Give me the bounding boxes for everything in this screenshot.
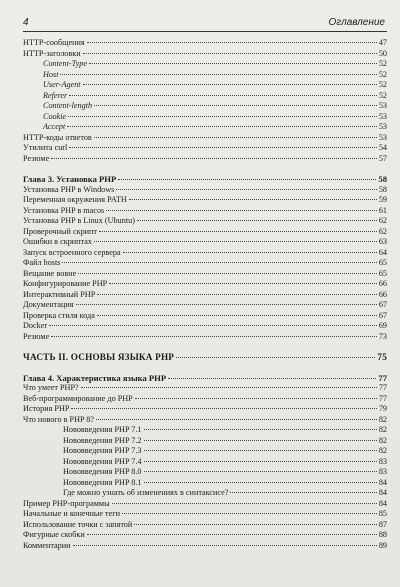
- toc-entry-title: Нововведения PHP 7.3: [63, 446, 142, 455]
- toc-entry-title: Файл hosts: [23, 258, 61, 267]
- dot-leader: [76, 304, 377, 305]
- toc-entry[interactable]: [23, 300, 387, 311]
- toc-entry-title: Переменная окружения PATH: [23, 195, 127, 204]
- toc-entry[interactable]: [23, 70, 387, 81]
- toc-entry-title: Content-Type: [43, 59, 87, 68]
- toc-entry-page: 66: [378, 289, 387, 299]
- toc-entry[interactable]: [23, 467, 387, 478]
- dot-leader: [87, 534, 377, 535]
- toc-entry-title: HTTP-заголовки: [23, 48, 81, 58]
- dot-leader: [144, 450, 377, 451]
- toc-entry-page: 82: [378, 446, 387, 455]
- toc-entry-title: Утилита curl: [23, 143, 68, 152]
- dot-leader: [87, 42, 377, 43]
- toc-entry-page: 65: [378, 268, 387, 278]
- toc-entry-title: Фигурные скобки: [23, 530, 85, 539]
- dot-leader: [230, 492, 376, 493]
- toc-entry-page: 89: [378, 540, 387, 550]
- toc-entry[interactable]: [23, 185, 387, 196]
- toc-entry[interactable]: [23, 206, 387, 217]
- dot-leader: [129, 199, 377, 200]
- toc-entry-page: 62: [378, 216, 387, 225]
- toc-spacer: [23, 363, 387, 373]
- dot-leader: [83, 84, 377, 85]
- dot-leader: [106, 210, 377, 211]
- toc-entry-title: Веб-программирование до PHP: [23, 393, 133, 403]
- toc-entry[interactable]: [23, 49, 387, 60]
- toc-entry-page: 67: [378, 310, 387, 320]
- toc-entry[interactable]: [23, 425, 387, 436]
- toc-entry-page: 58: [378, 174, 387, 184]
- toc-entry-page: 50: [378, 48, 387, 58]
- toc-entry-title: Проверка стиля кода: [23, 310, 95, 320]
- toc-entry-title: Где можно узнать об изменениях в синтаксисе?: [63, 488, 229, 497]
- toc-entry-page: 77: [378, 393, 387, 403]
- toc-entry[interactable]: [23, 112, 387, 123]
- toc-entry-title: Установка PHP в Linux (Ubuntu): [23, 216, 135, 225]
- toc-entry-page: 53: [378, 132, 387, 142]
- toc-entry-page: 73: [378, 331, 387, 341]
- toc-entry[interactable]: [23, 216, 387, 227]
- toc-entry-title: Что нового в PHP 8?: [23, 414, 95, 424]
- toc-entry-title: Ошибки в скриптах: [23, 237, 92, 246]
- toc-entry[interactable]: [23, 237, 387, 248]
- toc-entry-title: HTTP-сообщения: [23, 38, 85, 47]
- toc-entry-title: Глава 4. Характеристика языка PHP: [23, 372, 167, 383]
- toc-entry-page: 52: [378, 90, 387, 100]
- dot-leader: [89, 63, 377, 64]
- toc-entry[interactable]: [23, 258, 387, 269]
- toc-entry-title: Глава 3. Установка PHP: [23, 174, 117, 184]
- toc-entry[interactable]: [23, 404, 387, 415]
- toc-entry-title: Нововведения PHP 7.4: [63, 456, 142, 466]
- toc-entry[interactable]: [23, 488, 387, 499]
- page-number: 4: [23, 17, 29, 28]
- toc-entry[interactable]: [23, 101, 387, 112]
- toc-entry-page: 64: [378, 247, 387, 257]
- dot-leader: [109, 283, 377, 284]
- toc-entry-title: Нововведения PHP 7.2: [63, 435, 142, 445]
- toc-entry-page: 62: [378, 226, 387, 236]
- toc-entry-page: 53: [378, 101, 387, 110]
- toc-entry-title: User-Agent: [43, 80, 81, 89]
- toc-entry-title: Вещание вовне: [23, 268, 77, 278]
- toc-entry[interactable]: [23, 436, 387, 447]
- toc-entry[interactable]: [23, 59, 387, 70]
- toc-entry[interactable]: [23, 38, 387, 49]
- dot-leader: [71, 408, 376, 409]
- toc-entry[interactable]: [23, 446, 387, 457]
- toc-entry-title: Host: [43, 69, 59, 79]
- toc-entry[interactable]: [23, 332, 387, 343]
- toc-entry-title: Нововведения PHP 8.1: [63, 477, 142, 487]
- dot-leader: [144, 471, 377, 472]
- toc-entry-title: Комментарии: [23, 540, 71, 550]
- toc-entry-title: Документация: [23, 300, 74, 309]
- dot-leader: [99, 231, 377, 232]
- toc-entry-page: 52: [378, 69, 387, 79]
- toc-entry-page: 52: [378, 80, 387, 89]
- dot-leader: [68, 116, 377, 117]
- dot-leader: [122, 513, 377, 514]
- toc-entry-title: Начальные и конечные теги: [23, 509, 120, 518]
- toc-entry-page: 54: [378, 143, 387, 152]
- dot-leader: [96, 419, 377, 420]
- dot-leader: [144, 429, 377, 430]
- running-title: Оглавление: [328, 17, 385, 28]
- toc-entry-title: Content-length: [43, 101, 93, 110]
- dot-leader: [137, 220, 377, 221]
- toc-entry[interactable]: [23, 154, 387, 165]
- dot-leader: [112, 503, 377, 504]
- toc-entry-title: Резюме: [23, 153, 50, 163]
- toc-entry-page: 77: [378, 383, 387, 392]
- toc-entry[interactable]: [23, 541, 387, 552]
- toc-entry[interactable]: [23, 248, 387, 259]
- toc-entry-page: 84: [378, 488, 387, 497]
- toc-entry[interactable]: [23, 321, 387, 332]
- toc-entry-page: 75: [377, 352, 387, 362]
- toc-entry[interactable]: [23, 143, 387, 154]
- toc-part[interactable]: [23, 352, 387, 363]
- toc-entry-page: 77: [378, 372, 387, 383]
- dot-leader: [123, 252, 377, 253]
- toc-entry-title: Нововведения PHP 8.0: [63, 467, 142, 476]
- toc-entry[interactable]: [23, 499, 387, 510]
- dot-leader: [51, 158, 377, 159]
- toc-entry-page: 84: [378, 498, 387, 508]
- toc-entry-page: 59: [378, 195, 387, 204]
- toc-spacer: [23, 164, 387, 174]
- dot-leader: [97, 294, 377, 295]
- running-header: [23, 16, 387, 32]
- toc-entry-page: 66: [378, 279, 387, 288]
- toc-entry-page: 84: [378, 477, 387, 487]
- toc-entry-page: 61: [378, 205, 387, 215]
- toc-entry-page: 53: [378, 111, 387, 121]
- toc-entry[interactable]: [23, 279, 387, 290]
- dot-leader: [94, 105, 377, 106]
- dot-leader: [176, 357, 375, 358]
- toc-entry-page: 52: [378, 59, 387, 68]
- dot-leader: [62, 262, 376, 263]
- dot-leader: [69, 95, 377, 96]
- toc-entry[interactable]: [23, 80, 387, 91]
- toc-entry-title: Установка PHP в macos: [23, 205, 105, 215]
- toc-entry-page: 82: [378, 435, 387, 445]
- toc-entry-title: Проверочный скрипт: [23, 226, 98, 236]
- toc-entry-title: ЧАСТЬ II. ОСНОВЫ ЯЗЫКА PHP: [23, 352, 175, 362]
- toc-entry-page: 83: [378, 456, 387, 466]
- dot-leader: [135, 398, 377, 399]
- toc-entry-title: Нововведения PHP 7.1: [63, 425, 142, 434]
- toc-entry[interactable]: [23, 530, 387, 541]
- toc-entry[interactable]: [23, 394, 387, 405]
- toc-entry[interactable]: [23, 227, 387, 238]
- dot-leader: [94, 241, 377, 242]
- toc-entry-title: Использование точки с запятой: [23, 519, 133, 529]
- toc-entry[interactable]: [23, 457, 387, 468]
- dot-leader: [81, 387, 377, 388]
- toc-entry[interactable]: [23, 269, 387, 280]
- toc-entry-page: 83: [378, 467, 387, 476]
- toc-entry-page: 79: [378, 404, 387, 413]
- dot-leader: [60, 74, 376, 75]
- dot-leader: [51, 336, 377, 337]
- dot-leader: [73, 545, 377, 546]
- toc-entry-title: Cookie: [43, 111, 67, 121]
- toc-entry-title: История PHP: [23, 404, 70, 413]
- dot-leader: [134, 524, 377, 525]
- toc-entry[interactable]: [23, 520, 387, 531]
- toc-entry-title: Что умеет PHP?: [23, 383, 79, 392]
- toc-entry-title: Docker: [23, 321, 48, 330]
- dot-leader: [144, 461, 377, 462]
- toc-entry[interactable]: [23, 290, 387, 301]
- toc-spacer: [23, 342, 387, 352]
- toc-entry[interactable]: [23, 415, 387, 426]
- toc-entry-title: Конфигурирование PHP: [23, 279, 108, 288]
- dot-leader: [78, 273, 377, 274]
- toc-entry-page: 85: [378, 509, 387, 518]
- toc-entry-page: 57: [378, 153, 387, 163]
- toc-entry[interactable]: [23, 311, 387, 322]
- toc-entry-page: 65: [378, 258, 387, 267]
- toc-entry-page: 87: [378, 519, 387, 529]
- dot-leader: [49, 325, 377, 326]
- dot-leader: [69, 147, 377, 148]
- dot-leader: [94, 137, 377, 138]
- toc-entry-page: 47: [378, 38, 387, 47]
- toc-entry-title: Referer: [43, 90, 68, 100]
- toc-entry-page: 82: [378, 425, 387, 434]
- toc-entry[interactable]: [23, 478, 387, 489]
- toc-entry-title: HTTP-коды ответов: [23, 132, 92, 142]
- toc-entry-title: Пример PHP-программы: [23, 498, 110, 508]
- toc-entry[interactable]: [23, 383, 387, 394]
- toc-entry-page: 58: [378, 184, 387, 194]
- toc-entry-title: Accept: [43, 122, 66, 131]
- toc-entry[interactable]: [23, 122, 387, 133]
- dot-leader: [97, 315, 377, 316]
- table-of-contents: [23, 38, 387, 551]
- dot-leader: [116, 189, 376, 190]
- toc-entry-title: Установка PHP в Windows: [23, 184, 115, 194]
- toc-entry[interactable]: [23, 91, 387, 102]
- toc-entry[interactable]: [23, 133, 387, 144]
- dot-leader: [83, 53, 377, 54]
- toc-entry[interactable]: [23, 195, 387, 206]
- toc-entry-page: 63: [378, 237, 387, 246]
- toc-entry-title: Интерактивный PHP: [23, 289, 96, 299]
- toc-chapter[interactable]: [23, 373, 387, 384]
- toc-entry-page: 53: [378, 122, 387, 131]
- toc-entry[interactable]: [23, 509, 387, 520]
- toc-entry-title: Запуск встроенного сервера: [23, 247, 121, 257]
- toc-entry-page: 69: [378, 321, 387, 330]
- dot-leader: [118, 179, 376, 180]
- dot-leader: [144, 440, 377, 441]
- toc-entry-page: 67: [378, 300, 387, 309]
- toc-chapter[interactable]: [23, 174, 387, 185]
- dot-leader: [144, 482, 377, 483]
- toc-entry-page: 88: [378, 530, 387, 539]
- toc-entry-title: Резюме: [23, 331, 50, 341]
- dot-leader: [168, 378, 376, 379]
- dot-leader: [67, 126, 377, 127]
- toc-entry-page: 82: [378, 414, 387, 424]
